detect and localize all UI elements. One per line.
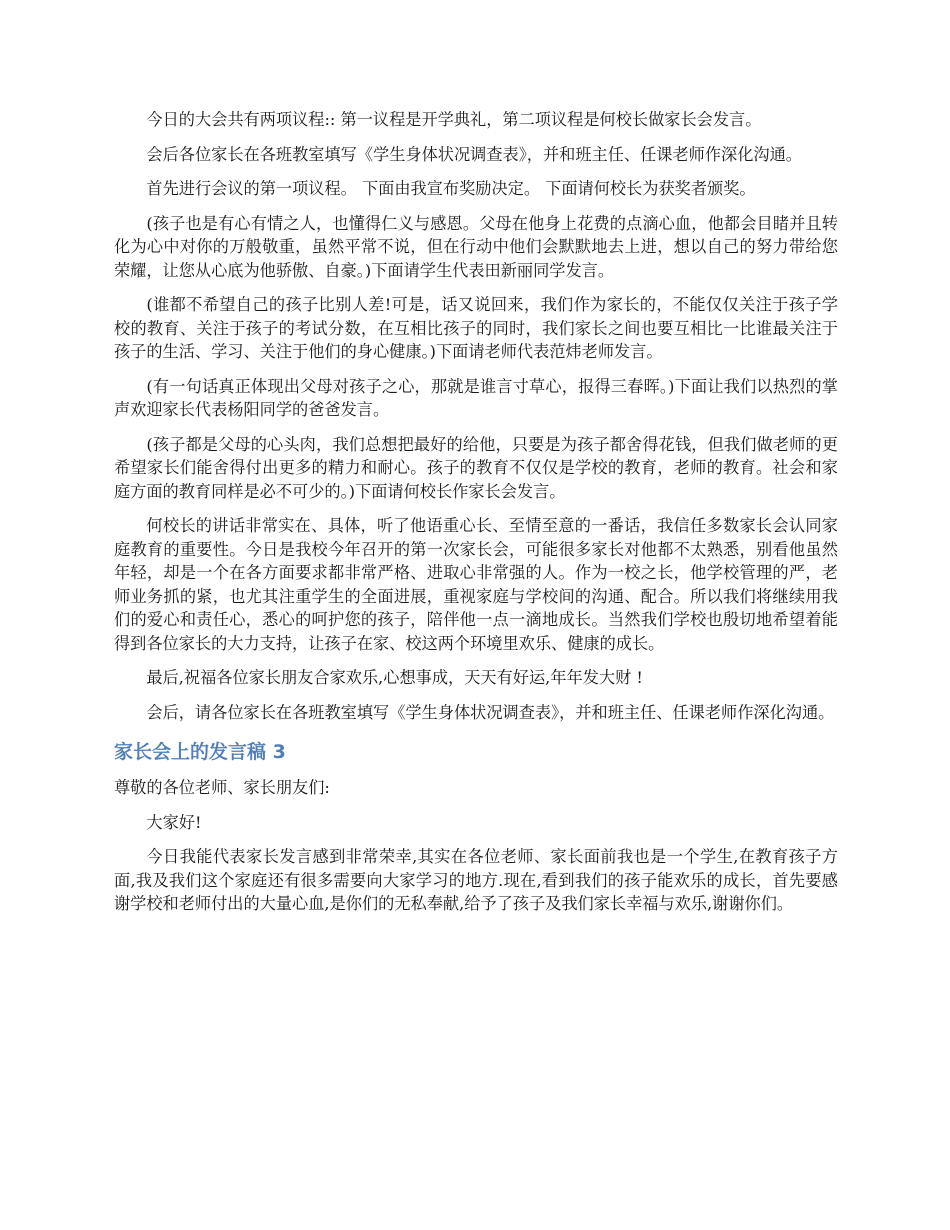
paragraph-greeting: 大家好! <box>146 812 202 832</box>
paragraph-agenda: 今日的大会共有两项议程:: 第一议程是开学典礼，第二项议程是何校长做家长会发言。 <box>146 110 762 129</box>
paragraph-principal-speech: (孩子都是父母的心头肉，我们总想把最好的给他，只要是为孩子都舍得花钱，但我们做老师的更希望家长们能舍得付出更多的精力和耐心。孩子的教育不仅仅是学校的教育，老师的教育。社会和家庭方面的教育同样是必不可少的。)下面请何校长作家长会发言。 <box>114 434 838 501</box>
paragraph-award: 首先进行会议的第一项议程。 下面由我宣布奖励决定。 下面请何校长为获奖者颁奖。 <box>146 179 756 198</box>
paragraph-teacher-speech: (谁都不希望自己的孩子比别人差!可是，话又说回来，我们作为家长的，不能仅仅关注于孩子学校的教育、关注于孩子的考试分数，在互相比孩子的同时，我们家长之间也要互相比一比谁最关注于孩子的生活、学习、关注于他们的身心健康。)下面请老师代表范炜老师发言。 <box>114 295 838 361</box>
paragraph-closing-note: 会后，请各位家长在各班教室填写《学生身体状况调查表》，并和班主任、任课老师作深化沟通。 <box>146 702 835 722</box>
salutation: 尊敬的各位老师、家长朋友们: <box>114 778 330 797</box>
paragraph-parent-speech: (有一句话真正体现出父母对孩子之心，那就是谁言寸草心，报得三春晖。)下面让我们以热烈的掌声欢迎家长代表杨阳同学的爸爸发言。 <box>114 376 838 419</box>
document-page <box>114 108 838 927</box>
section-heading: 家长会上的发言稿 3 <box>114 741 286 763</box>
paragraph-student-speech: (孩子也是有心有情之人，也懂得仁义与感恩。父母在他身上花费的点滴心血，他都会目睹并且转化为心中对你的万般敬重，虽然平常不说，但在行动中他们会默默地去上进，想以自己的努力带给您荣耀，让您从心底为他骄傲、自豪。)下面请学生代表田新丽同学发言。 <box>114 213 838 280</box>
paragraph-blessing: 最后,祝福各位家长朋友合家欢乐,心想事成，天天有好运,年年发大财 ! <box>146 668 643 687</box>
paragraph-survey-note: 会后各位家长在各班教室填写《学生身体状况调查表》，并和班主任、任课老师作深化沟通。 <box>146 144 802 164</box>
paragraph-principal-summary: 何校长的讲话非常实在、具体，听了他语重心长、至情至意的一番话，我信任多数家长会认同家庭教育的重要性。今日是我校今年召开的第一次家长会，可能很多家长对他都不太熟悉，别看他虽然年轻，却是一个在各方面要求都非常严格、进取心非常强的人。作为一校之长，他学校管理的严，老师业务抓的紧，也尤其注重学生的全面进展，重视家庭与学校间的沟通、配合。所以我们将继续用我们的爱心和责任心，悉心的呵护您的孩子，陪伴他一点一滴地成长。当然我们学校也殷切地希望着能得到各位家长的大力支持，让孩子在家、校这两个环境里欢乐、健康的成长。 <box>114 516 838 653</box>
paragraph-parent-intro: 今日我能代表家长发言感到非常荣幸,其实在各位老师、家长面前我也是一个学生,在教育孩子方面,我及我们这个家庭还有很多需要向大家学习的地方.现在,看到我们的孩子能欢乐的成长，首先要感谢学校和老师付出的大量心血,是你们的无私奉献,给予了孩子及我们家长幸福与欢乐,谢谢你们。 <box>114 847 838 913</box>
